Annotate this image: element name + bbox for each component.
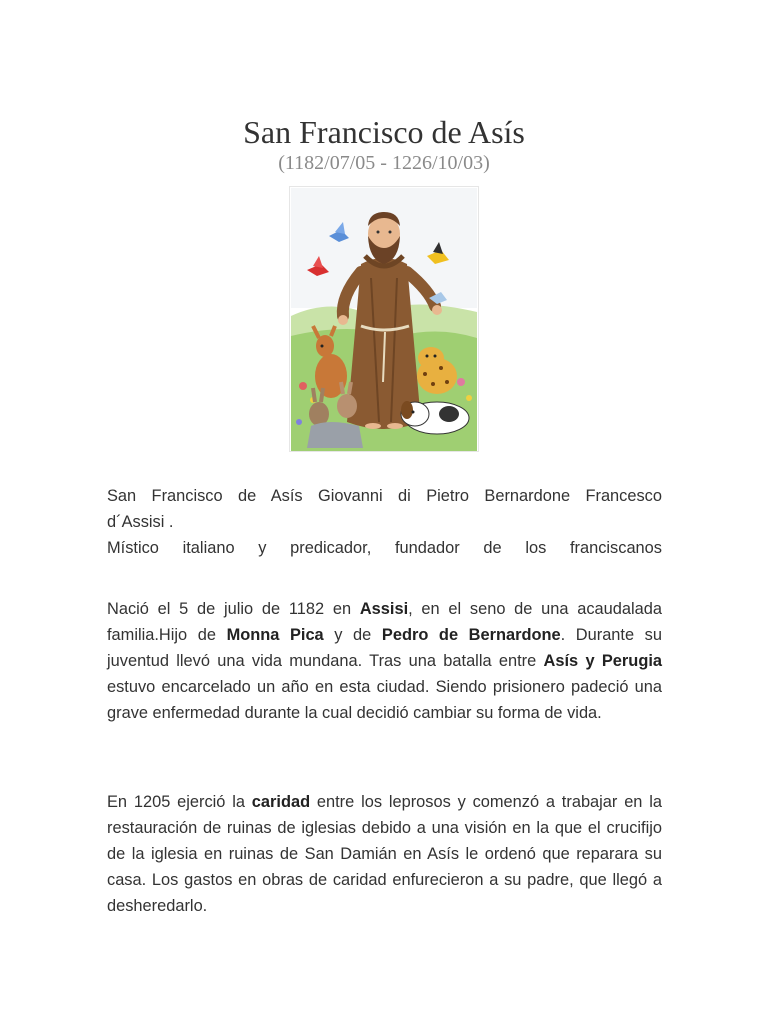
charity-bold: caridad: [251, 793, 311, 811]
charity-text-1: En 1205 ejerció la: [107, 793, 252, 811]
intro-line-1: San Francisco de Asís Giovanni di Pietro Bernardone Francesco: [107, 487, 662, 505]
birth-bold-assisi: Assisi: [359, 600, 409, 618]
birth-bold-mother: Monna Pica: [226, 626, 324, 644]
birth-paragraph: [107, 596, 662, 726]
birth-bold-father: Pedro de Bernardone: [381, 626, 561, 644]
charity-text-2: entre los leprosos y comenzó a trabajar en la restauración de ruinas de iglesias debido a una visión en la que el crucifijo de la iglesia en ruinas de San Damián en Asís le ordenó que reparara su casa. Los gastos en obras de caridad enfurecieron a su padre, que llegó a desheredarlo.: [107, 793, 662, 915]
charity-paragraph: [107, 789, 662, 919]
birth-text-4: . Durante su juventud llevó una vida mundana. Tras una batalla entre: [107, 626, 662, 670]
birth-text-3: y de: [323, 626, 382, 644]
birth-text-2: , en el seno de una acaudalada familia.Hijo de: [107, 600, 663, 644]
intro-paragraph: [107, 483, 662, 561]
birth-bold-battle: Asís y Perugia: [543, 652, 662, 670]
intro-line-3: Místico italiano y predicador, fundador de los franciscanos: [107, 539, 662, 557]
page-title: San Francisco de Asís: [243, 114, 525, 150]
life-dates: (1182/07/05 - 1226/10/03): [278, 152, 490, 174]
birth-text-1: Nació el 5 de julio de 1182 en: [107, 600, 360, 618]
birth-text-5: estuvo encarcelado un año en esta ciudad. Siendo prisionero padeció una grave enfermedad durante la cual decidió cambiar su forma de vida.: [107, 678, 662, 722]
intro-line-2: d´Assisi .: [107, 513, 174, 531]
saint-francis-with-animals-image: [289, 186, 479, 452]
